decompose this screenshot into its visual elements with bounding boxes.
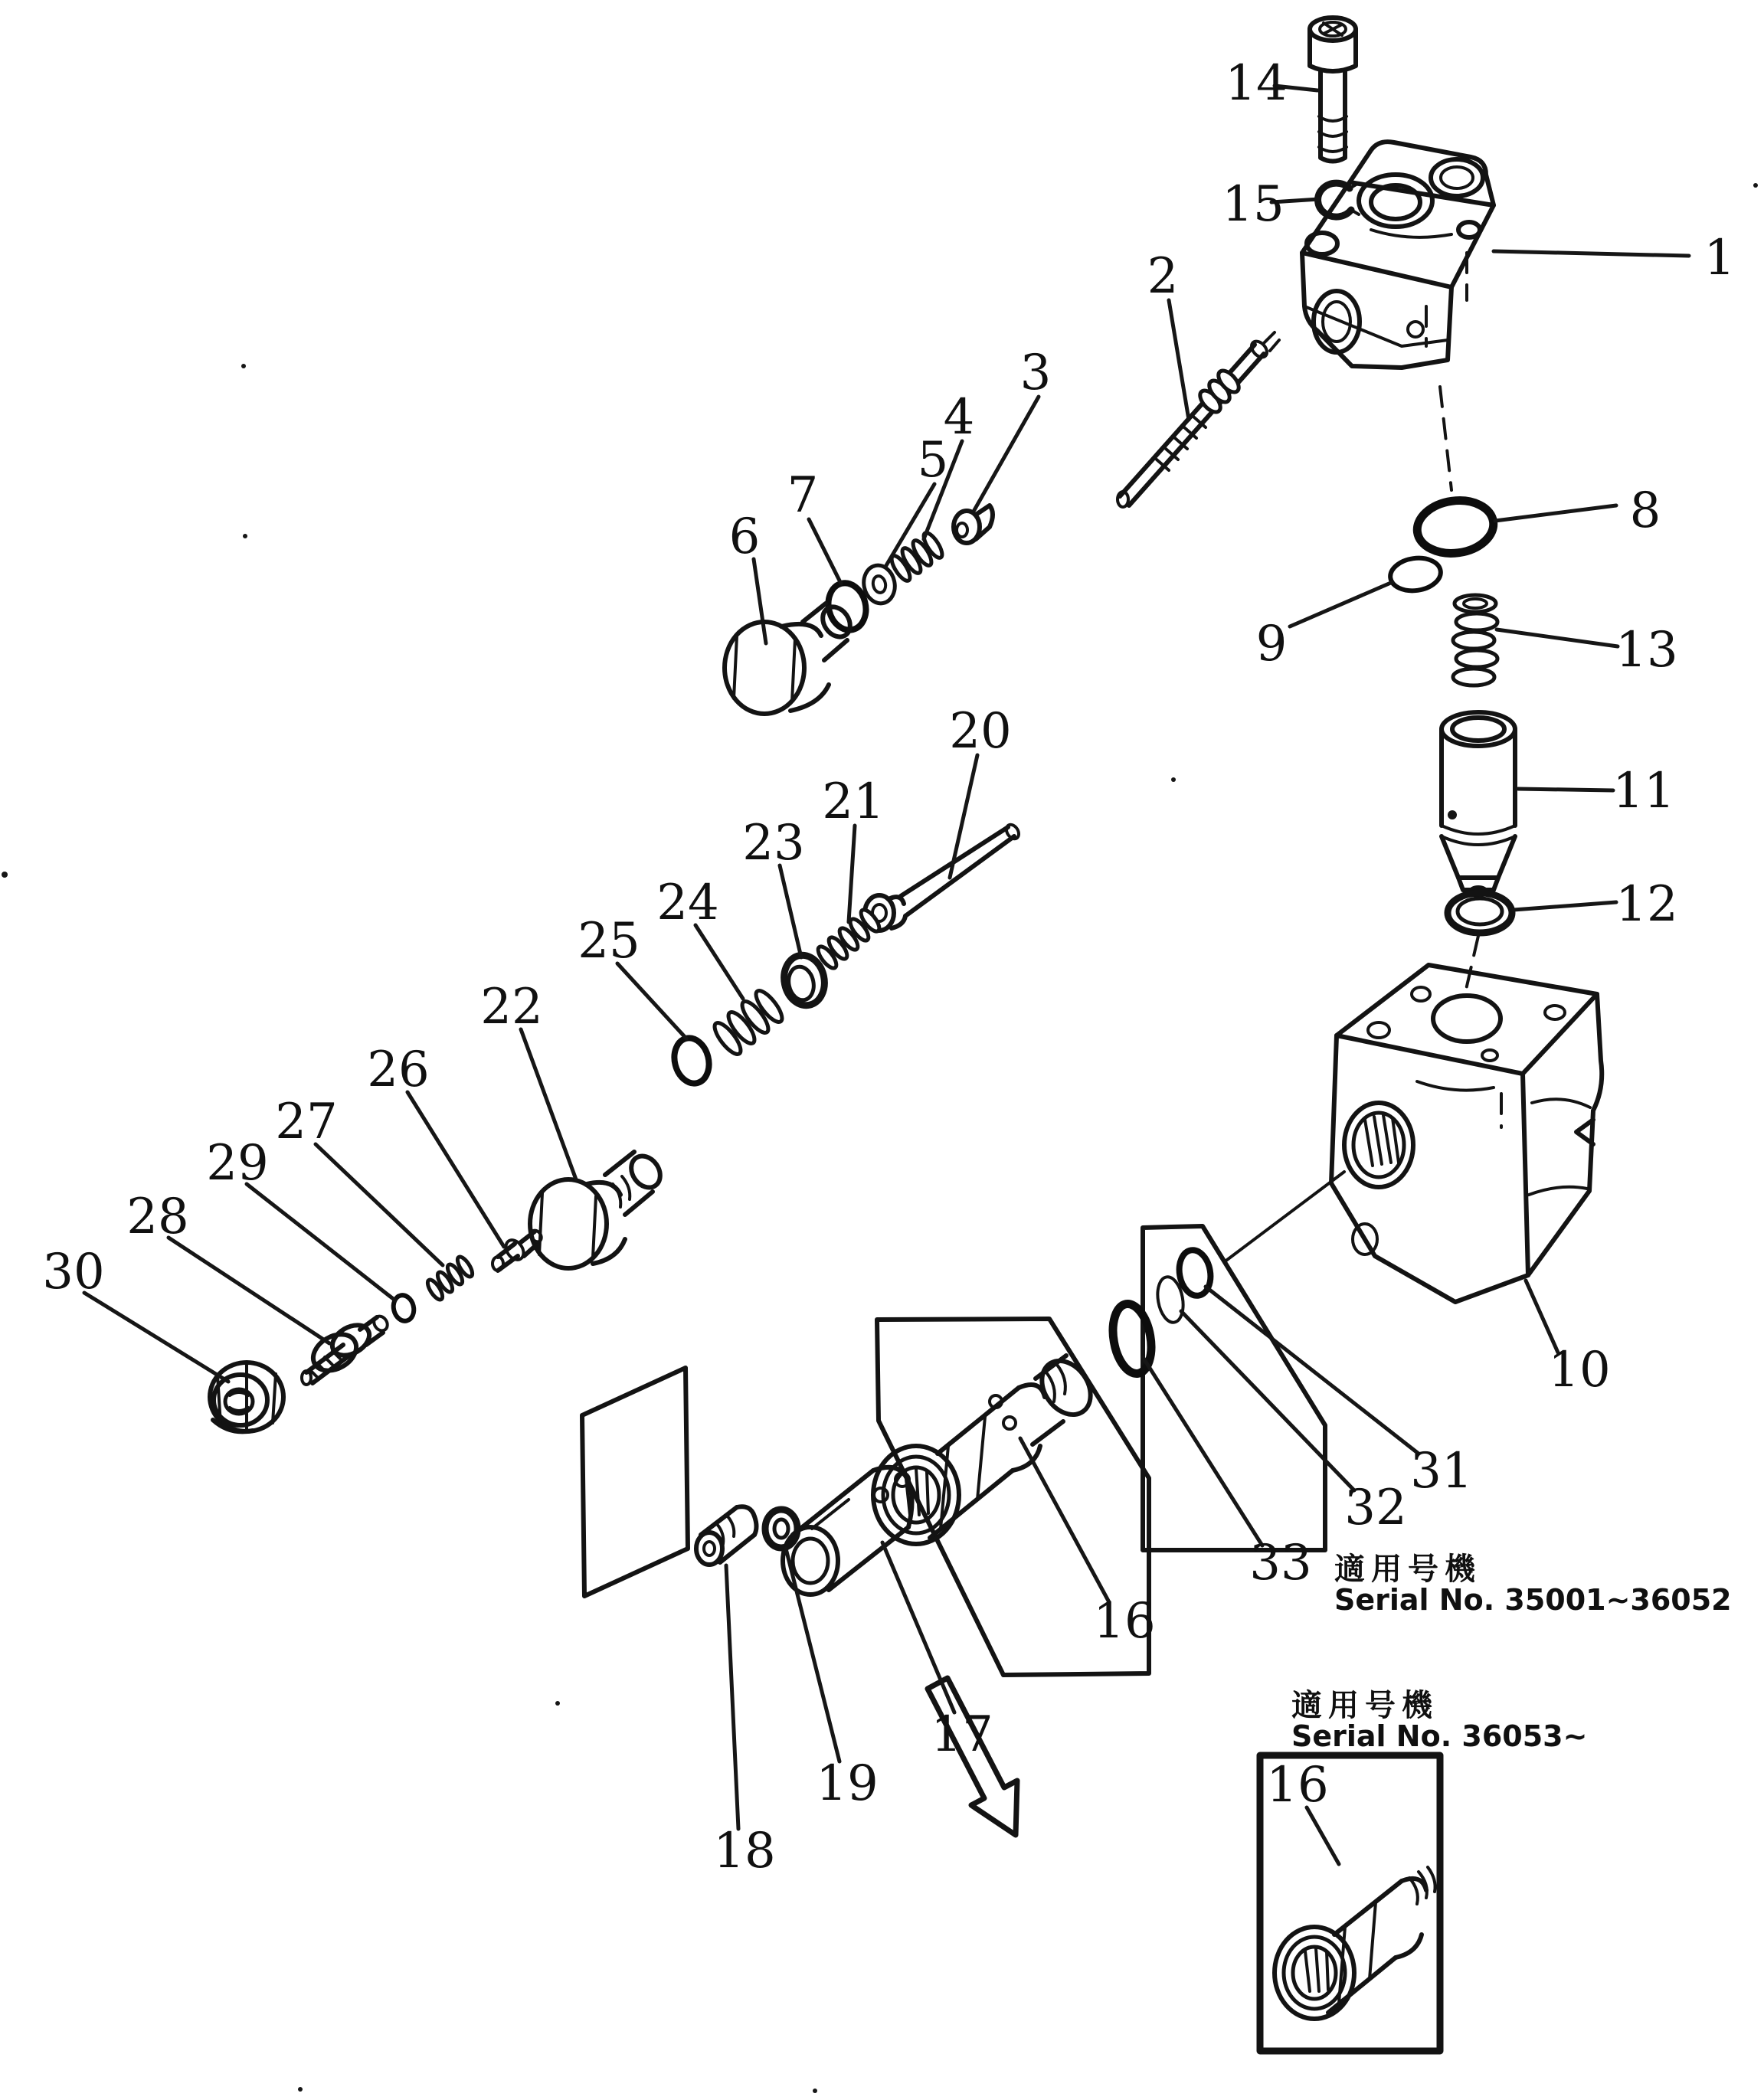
spring-4 bbox=[889, 530, 945, 583]
leader-line-c16a bbox=[1020, 1438, 1109, 1602]
lower-valve-body-10 bbox=[1224, 965, 1602, 1302]
part-callout-30 bbox=[42, 1244, 228, 1382]
leader-line-c30 bbox=[84, 1293, 228, 1382]
part-callout-20 bbox=[949, 703, 1011, 878]
part-number-label: 25 bbox=[578, 913, 640, 970]
part-callout-16-inset bbox=[1266, 1757, 1339, 1864]
leader-line-c16b bbox=[1307, 1807, 1339, 1864]
part-number-label: 13 bbox=[1615, 622, 1678, 679]
part-callout-3 bbox=[974, 345, 1051, 510]
part-number-label: 7 bbox=[787, 467, 819, 524]
part-number-label: 14 bbox=[1225, 55, 1288, 112]
o-ring-8 bbox=[1414, 496, 1497, 558]
leader-line-c27 bbox=[316, 1144, 443, 1265]
leader-line-c13 bbox=[1497, 630, 1618, 646]
nut-30 bbox=[210, 1362, 283, 1431]
serial-number-range: Serial No. 36053~ bbox=[1291, 1719, 1588, 1753]
part-number-label: 9 bbox=[1255, 616, 1288, 672]
part-number-label: 29 bbox=[206, 1135, 269, 1192]
part-callout-16 bbox=[1020, 1438, 1156, 1650]
part-callout-15 bbox=[1222, 176, 1319, 233]
part-number-label: 2 bbox=[1147, 248, 1179, 305]
part-callout-10 bbox=[1526, 1281, 1611, 1398]
part-callout-27 bbox=[275, 1094, 443, 1265]
part-callout-26 bbox=[367, 1042, 504, 1247]
part-number-label: 33 bbox=[1249, 1535, 1312, 1591]
part-callout-18 bbox=[713, 1565, 775, 1879]
serial-range-2 bbox=[1291, 1688, 1587, 1753]
leader-line-c1 bbox=[1494, 251, 1689, 256]
leader-line-c3 bbox=[974, 397, 1039, 510]
leader-line-c20 bbox=[950, 755, 977, 878]
part-callout-1 bbox=[1494, 230, 1735, 286]
part-callout-32 bbox=[1181, 1311, 1407, 1536]
leader-line-c29 bbox=[247, 1184, 395, 1300]
part-number-label: 20 bbox=[949, 703, 1012, 760]
plug-6 bbox=[725, 602, 856, 714]
part-callout-31 bbox=[1206, 1287, 1473, 1500]
applicable-machines-label-jp: 適用号機 bbox=[1291, 1688, 1438, 1723]
part-callout-23 bbox=[742, 815, 804, 957]
washer-19 bbox=[765, 1510, 797, 1548]
leader-line-c33 bbox=[1143, 1357, 1262, 1546]
part-number-label: 26 bbox=[367, 1042, 430, 1098]
spring-24 bbox=[711, 987, 787, 1058]
part-callout-33 bbox=[1143, 1357, 1312, 1591]
spring-27 bbox=[425, 1254, 475, 1302]
part-callout-29 bbox=[206, 1135, 395, 1300]
part-number-label: 1 bbox=[1703, 230, 1736, 286]
part-number-label: 11 bbox=[1612, 763, 1675, 819]
part-callout-17 bbox=[882, 1542, 993, 1763]
o-ring-9 bbox=[1388, 555, 1442, 594]
spring-13 bbox=[1453, 595, 1497, 685]
leader-line-c9 bbox=[1290, 582, 1393, 626]
part-callout-28 bbox=[126, 1189, 329, 1343]
part-callout-13 bbox=[1497, 622, 1678, 679]
leader-line-c28 bbox=[169, 1238, 329, 1343]
leader-line-c18 bbox=[726, 1565, 738, 1829]
leader-line-c22 bbox=[521, 1029, 576, 1179]
part-number-label: 24 bbox=[656, 875, 719, 931]
part-number-label: 30 bbox=[42, 1244, 105, 1300]
part-callout-9 bbox=[1256, 582, 1393, 672]
part-number-label: 6 bbox=[728, 509, 761, 565]
rod-20 bbox=[865, 823, 1021, 931]
part-number-label: 8 bbox=[1629, 482, 1661, 539]
leader-line-c2 bbox=[1169, 300, 1189, 420]
part-callout-21 bbox=[822, 774, 884, 922]
part-number-label: 21 bbox=[822, 774, 885, 830]
note-layer bbox=[1291, 1552, 1732, 1753]
leader-line-c12 bbox=[1514, 902, 1616, 910]
part-callout-14 bbox=[1225, 55, 1317, 112]
panel-left-parallelogram bbox=[582, 1368, 688, 1596]
part-number-label: 15 bbox=[1222, 176, 1285, 233]
part-number-label: 5 bbox=[917, 432, 949, 489]
plug-22 bbox=[530, 1150, 666, 1268]
leader-line-c25 bbox=[617, 963, 686, 1039]
leader-line-c26 bbox=[407, 1092, 504, 1247]
leader-line-c8 bbox=[1495, 505, 1616, 521]
part-number-label: 10 bbox=[1548, 1342, 1611, 1398]
centerline-mid bbox=[1466, 936, 1478, 989]
part-number-label: 28 bbox=[126, 1189, 189, 1245]
part-callout-25 bbox=[578, 913, 686, 1039]
part-number-label: 27 bbox=[275, 1094, 338, 1150]
part-callout-22 bbox=[480, 979, 576, 1179]
serial-number-range: Serial No. 35001~36052 bbox=[1334, 1583, 1732, 1617]
part-callout-11 bbox=[1518, 763, 1675, 819]
part-number-label: 22 bbox=[480, 979, 543, 1035]
part-number-label: 3 bbox=[1019, 345, 1052, 401]
leader-line-c23 bbox=[780, 865, 801, 957]
valve-11 bbox=[1442, 712, 1515, 896]
part-number-label: 18 bbox=[713, 1823, 776, 1879]
part-number-label: 16 bbox=[1093, 1593, 1156, 1650]
part-callout-8 bbox=[1495, 482, 1661, 539]
part-callout-7 bbox=[787, 467, 841, 584]
leader-line-c7 bbox=[809, 519, 841, 584]
leader-line-c21 bbox=[849, 826, 855, 922]
part-number-label: 31 bbox=[1410, 1443, 1473, 1500]
part-callout-24 bbox=[656, 875, 743, 999]
adjust-screw-2 bbox=[1118, 332, 1279, 507]
valve-body-1 bbox=[1302, 142, 1494, 368]
part-number-label: 17 bbox=[931, 1706, 993, 1763]
serial-range-1 bbox=[1334, 1552, 1732, 1617]
applicable-machines-label-jp: 適用号機 bbox=[1334, 1552, 1481, 1587]
leader-line-c11 bbox=[1518, 789, 1613, 790]
plug-18 bbox=[696, 1506, 757, 1565]
cartridge-16 bbox=[873, 1352, 1101, 1544]
ring-12 bbox=[1448, 893, 1512, 933]
part-number-label: 12 bbox=[1615, 876, 1678, 933]
part-number-label: 4 bbox=[943, 389, 975, 446]
o-ring-29 bbox=[391, 1293, 416, 1323]
part-number-label: 16 bbox=[1266, 1757, 1329, 1814]
part-number-label: 32 bbox=[1344, 1480, 1407, 1536]
leader-line-c24 bbox=[695, 925, 743, 999]
inset-cartridge-16 bbox=[1275, 1867, 1435, 2019]
o-ring-25 bbox=[669, 1035, 713, 1088]
part-number-label: 19 bbox=[816, 1755, 879, 1812]
part-callout-12 bbox=[1514, 876, 1678, 933]
leader-line-c6 bbox=[754, 559, 766, 643]
leader-line-c17 bbox=[882, 1542, 954, 1712]
screw-28 bbox=[302, 1313, 390, 1385]
part-callout-2 bbox=[1147, 248, 1189, 420]
centerline-top bbox=[1440, 387, 1451, 490]
leader-line-c32 bbox=[1181, 1311, 1354, 1490]
part-number-label: 23 bbox=[742, 815, 805, 872]
